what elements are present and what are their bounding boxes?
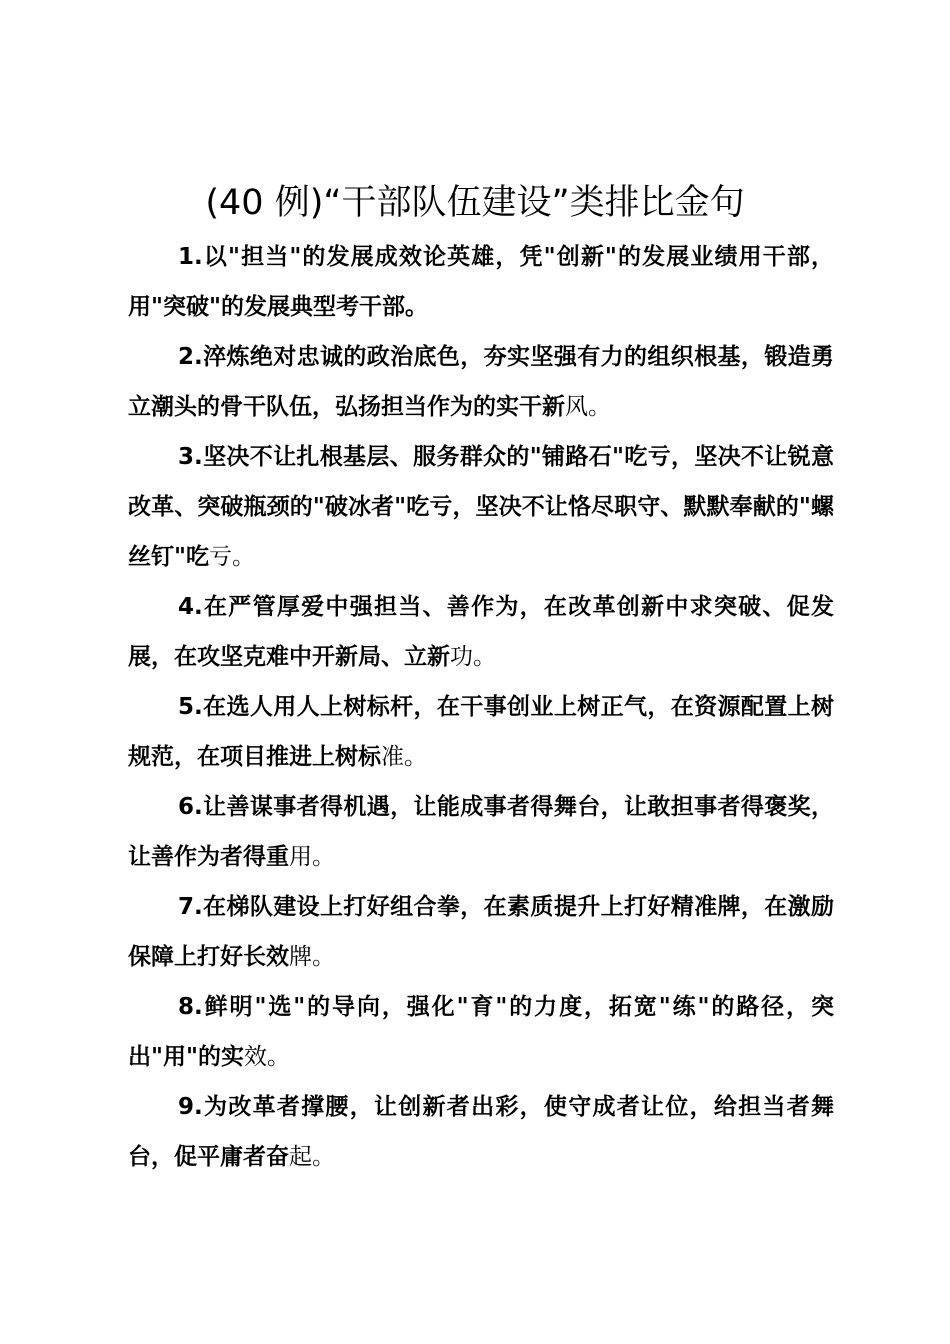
item-list [128,232,834,1182]
item-text: 4.在严管厚爱中强担当、善作为，在改革创新中求突破、促发展，在攻坚克难中开新局、立新 [128,594,834,670]
item-tail: 效。 [243,1044,290,1070]
item-text: 9.为改革者撑腰，让创新者出彩，使守成者让位，给担当者舞台，促平庸者奋 [128,1094,834,1170]
item-text: 6.让善谋事者得机遇，让能成事者得舞台，让敢担事者得褒奖，让善作为者得重 [128,794,834,870]
item-text: 5.在选人用人上树标杆，在干事创业上树正气，在资源配置上树规范，在项目推进上树标 [128,694,834,770]
item-tail: 亏。 [208,544,255,570]
list-item [128,682,834,782]
item-text: 7.在梯队建设上打好组合拳，在素质提升上打好精准牌，在激励保障上打好长效 [128,894,834,970]
item-tail: 用。 [289,844,335,870]
item-tail: 风。 [565,394,611,420]
item-tail: 起。 [289,1144,335,1170]
list-item [128,782,834,882]
list-item [128,1082,834,1182]
list-item [128,332,834,432]
list-item [128,232,834,332]
list-item [128,432,834,582]
list-item [128,582,834,682]
item-tail: 牌。 [289,944,335,970]
item-text: 1.以"担当"的发展成效论英雄，凭"创新"的发展业绩用干部，用"突破"的发展典型考干部。 [128,244,834,320]
list-item [128,882,834,982]
item-tail: 准。 [381,744,427,770]
item-tail: 功。 [450,644,496,670]
list-item [128,982,834,1082]
item-text: 3.坚决不让扎根基层、服务群众的"铺路石"吃亏，坚决不让锐意改革、突破瓶颈的"破冰者"吃亏，坚决不让恪尽职守、默默奉献的"螺丝钉"吃 [128,444,834,570]
item-text: 8.鲜明"选"的导向，强化"育"的力度，拓宽"练"的路径，突出"用"的实 [128,994,834,1070]
document-title: (40 例)“干部队伍建设”类排比金句 [205,183,745,223]
item-text: 2.淬炼绝对忠诚的政治底色，夯实坚强有力的组织根基，锻造勇立潮头的骨干队伍，弘扬担当作为的实干新 [128,344,834,420]
